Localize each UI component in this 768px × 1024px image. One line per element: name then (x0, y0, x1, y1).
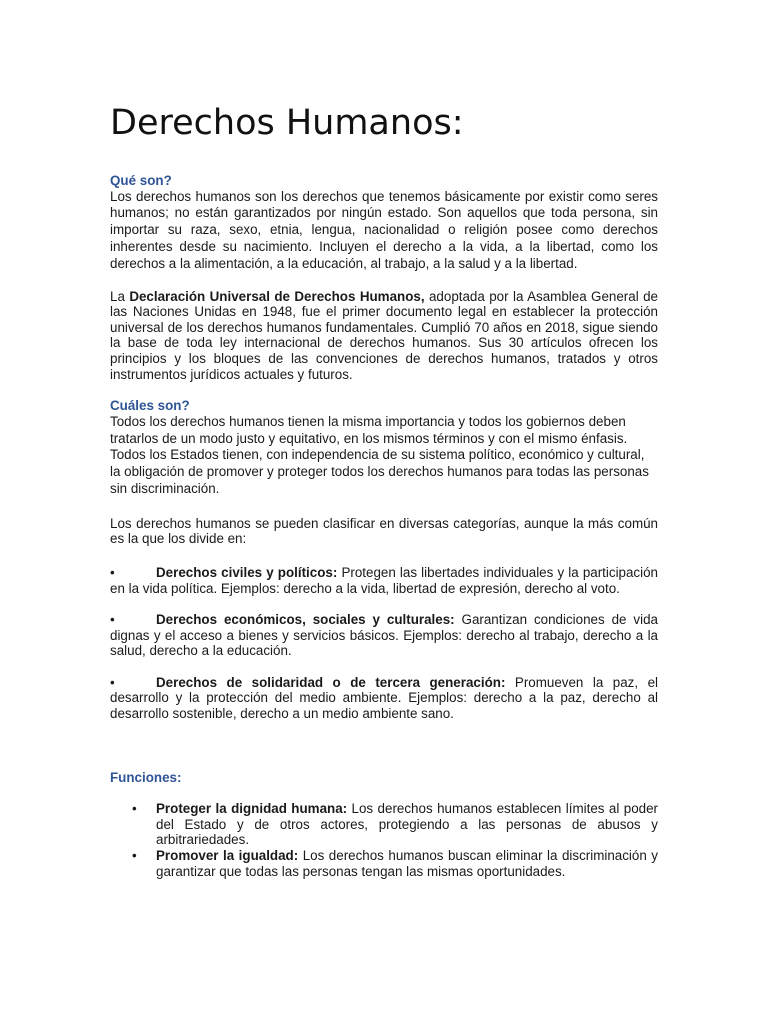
funcion-text: Los derechos humanos buscan eliminar la discriminación y garantizar que todas las personas tengan las mismas oportunidades. (156, 848, 658, 879)
category-item (110, 565, 658, 596)
list-item (132, 848, 658, 879)
paragraph-cuales-son: Todos los derechos humanos tienen la misma importancia y todos los gobiernos deben tratarlos de un modo justo y equitativo, en los mismos términos y con el mismo énfasis. Todos los Estados tienen, con independencia de su sistema político, económico y cultural, la obligación de promover y proteger todos los derechos humanos para todas las personas sin discriminación. (110, 413, 649, 496)
funcion-text: Los derechos humanos establecen límites al poder del Estado y de otros actores, protegiendo a las personas de abusos y arbitrariedades. (156, 801, 658, 848)
funcion-bold-text: Promover la igualdad: (156, 848, 299, 864)
funcion-bold-text: Proteger la dignidad humana: (156, 801, 348, 817)
category-bold-text: Derechos de solidaridad o de tercera generación: (156, 674, 506, 690)
funciones-list (110, 801, 658, 879)
bullet-icon: • (132, 801, 137, 817)
document-body (110, 101, 658, 879)
section-heading-cuales-son: Cuáles son? (110, 398, 190, 414)
section-heading-funciones: Funciones: (110, 769, 182, 785)
bullet-icon: • (132, 848, 137, 864)
category-item (110, 612, 658, 659)
paragraph-rest: adoptada por la Asamblea General de las Naciones Unidas en 1948, fue el primer documento legal en establecer la protección universal de los derechos humanos fundamentales. Cumplió 70 años en 2018, sigue siendo la base de toda ley internacional de derechos humanos. Sus 30 artículos ofrecen los principios y los bloques de las convenciones de derechos humanos, tratados y otros instrumentos jurídicos actuales y futuros. (110, 288, 658, 382)
paragraph-prefix: La (110, 288, 130, 304)
paragraph-que-son: Los derechos humanos son los derechos que tenemos básicamente por existir como seres humanos; no están garantizados por ningún estado. Son aquellos que toda persona, sin importar su raza, sexo, etnia, lengua, nacionalidad o religión posee como derechos inherentes desde su nacimiento. Incluyen el derecho a la vida, a la libertad, como los derechos a la alimentación, a la educación, al trabajo, a la salud y a la libertad. (110, 188, 658, 271)
category-text: Garantizan condiciones de vida dignas y el acceso a bienes y servicios básicos. Ejemplos: derecho al trabajo, derecho a la salud, derecho a la educación. (110, 612, 658, 659)
bullet-icon: • (110, 564, 115, 580)
category-bold-text: Derechos civiles y políticos: (156, 564, 338, 580)
category-text: Promueven la paz, el desarrollo y la protección del medio ambiente. Ejemplos: derecho a la paz, derecho al desarrollo sostenible, derecho a un medio ambiente sano. (110, 674, 658, 722)
bullet-icon: • (110, 612, 115, 628)
paragraph-clasificacion: Los derechos humanos se pueden clasificar en diversas categorías, aunque la más común es la que los divide en: (110, 515, 658, 547)
list-item (132, 801, 658, 848)
paragraph-declaracion (110, 289, 658, 383)
category-text: Protegen las libertades individuales y la participación en la vida política. Ejemplos: derecho a la vida, libertad de expresión, derecho al voto. (110, 564, 658, 596)
category-item (110, 675, 658, 722)
declaracion-bold-text: Declaración Universal de Derechos Humanos, (129, 288, 425, 304)
bullet-icon: • (110, 674, 115, 690)
section-heading-que-son: Qué son? (110, 173, 172, 188)
page-title: Derechos Humanos: (110, 103, 464, 143)
category-bold-text: Derechos económicos, sociales y culturales: (156, 612, 455, 628)
